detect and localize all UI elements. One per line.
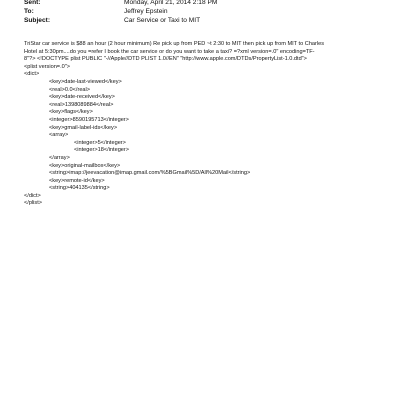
plist-line: <string>imap://jeevacation@imap.gmail.com/%5BGmail%5D/All%20Mail</string> bbox=[49, 170, 251, 177]
to-value: Jeffrey Epstein bbox=[124, 8, 168, 15]
paragraph-line: TriStar car service is $88 an hour (2 hour minimum) Re pick up from PED ~t 2:30 to MIT then pick up from MIT to Charles bbox=[24, 41, 325, 47]
to-row bbox=[24, 7, 384, 16]
sent-value: Monday, April 21, 2014 2:18 PM bbox=[124, 0, 218, 6]
sent-row bbox=[24, 0, 384, 7]
plist-line: <real>1398089884</real> bbox=[49, 101, 114, 108]
plist-line: <integer>8590195713</integer> bbox=[49, 116, 129, 123]
plist-line: </plist> bbox=[24, 200, 43, 207]
plist-line: <plist version=.0"> bbox=[24, 63, 70, 70]
plist-line: <dict> bbox=[24, 71, 40, 78]
paragraph-line: 8"?> <!DOCTYPE plist PUBLIC "-//Apple//DTD PLIST 1.0//EN" "http://www.apple.com/DTDs/PropertyList-1.0.dtd"> bbox=[24, 56, 307, 63]
subject-label: Subject: bbox=[24, 17, 51, 24]
message-paragraph bbox=[24, 41, 380, 64]
plist-line: <key>original-mailbox</key> bbox=[49, 162, 121, 169]
plist-block bbox=[24, 64, 380, 208]
plist-line: <array> bbox=[49, 132, 69, 139]
email-body bbox=[24, 41, 380, 208]
plist-line: </array> bbox=[49, 154, 70, 161]
to-label: To: bbox=[24, 8, 34, 15]
plist-line: <key>gmail-label-ids</key> bbox=[49, 124, 118, 131]
plist-line: <real>0.0</real> bbox=[49, 86, 91, 93]
plist-line: <string>404135</string> bbox=[49, 185, 110, 192]
subject-row bbox=[24, 16, 384, 25]
plist-line: </dict> bbox=[24, 192, 41, 199]
plist-line: <key>date-last-viewed</key> bbox=[49, 78, 122, 85]
plist-line: <integer>5</integer> bbox=[74, 139, 126, 146]
subject-value: Car Service or Taxi to MIT bbox=[124, 17, 201, 24]
plist-line: <key>remote-id</key> bbox=[49, 177, 105, 184]
paragraph-line: Hotel at 5:30pm....do you =refer I book the car service or do you want to take a taxi? =?xml version=.0" encoding=TF- bbox=[24, 48, 315, 55]
plist-line: <integer>18</integer> bbox=[74, 147, 130, 154]
plist-line: <key>date-received</key> bbox=[49, 94, 115, 101]
email-header bbox=[24, 0, 384, 25]
plist-line: <key>flags</key> bbox=[49, 109, 93, 116]
sent-label: Sent: bbox=[24, 0, 41, 6]
